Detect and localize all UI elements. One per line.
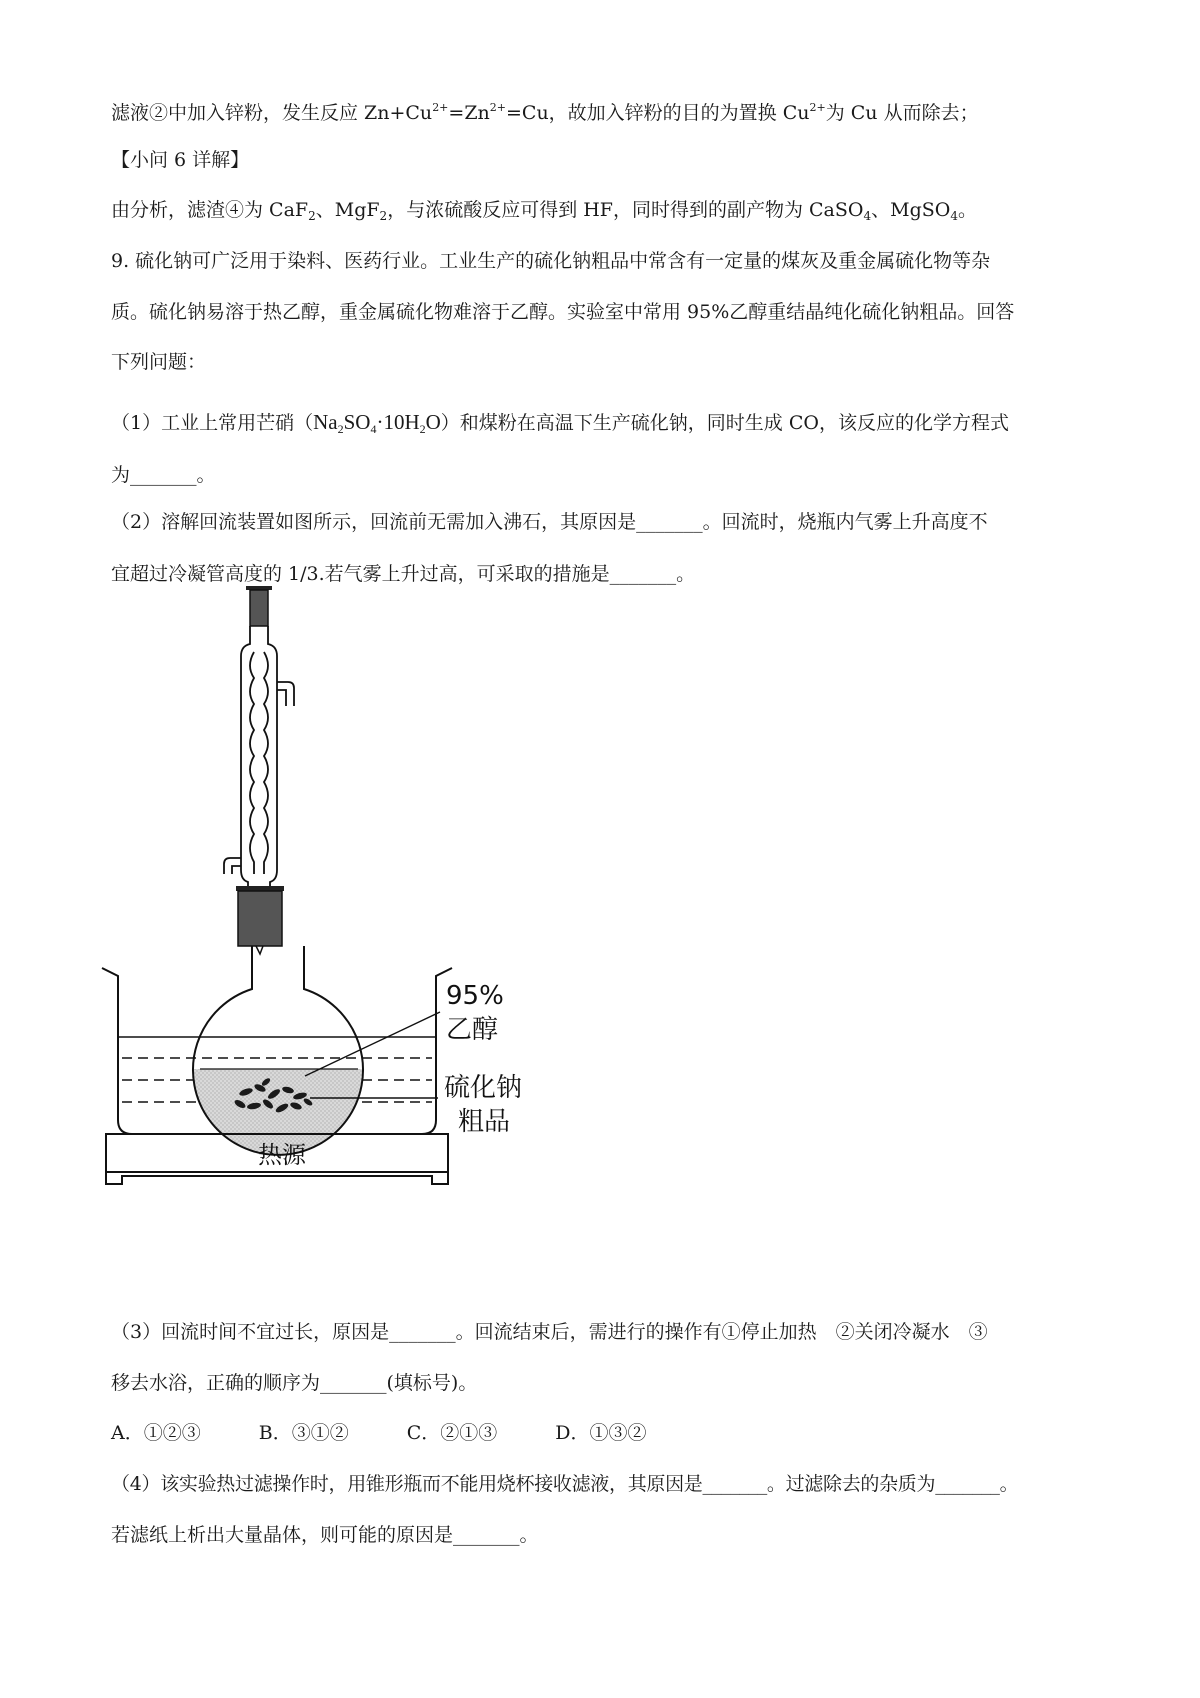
choice-a: A．①②③ bbox=[111, 1422, 201, 1444]
subquestion-2-line-1: （2）溶解回流装置如图所示，回流前无需加入沸石，其原因是_______。回流时，烧瓶内气雾上升高度不 bbox=[111, 511, 988, 533]
question-9-line-1: 9. 硫化钠可广泛用于染料、医药行业。工业生产的硫化钠粗品中常含有一定量的煤灰及重金属硫化物等杂 bbox=[111, 250, 991, 272]
subquestion-4-line-1: （4）该实验热过滤操作时，用锥形瓶而不能用烧杯接收滤液，其原因是_______。过滤除去的杂质为_______。 bbox=[111, 1473, 1019, 1495]
crude-label-2: 粗品 bbox=[458, 1107, 511, 1137]
heat-source-label: 热源 bbox=[258, 1141, 306, 1169]
question-9-line-3: 下列问题： bbox=[111, 351, 207, 373]
condenser bbox=[224, 626, 294, 894]
condenser-stopper bbox=[246, 586, 272, 626]
flask-stopper bbox=[236, 886, 284, 954]
choice-d: D．①③② bbox=[555, 1422, 647, 1444]
subquestion-3-line-1: （3）回流时间不宜过长，原因是_______。回流结束后，需进行的操作有①停止加热 ②关闭冷凝水 ③ bbox=[111, 1321, 988, 1343]
subquestion-1-line-1: （1）工业上常用芒硝$(Na_2SO_4\cdot 10H_2O)$和煤粉在高温下生产硫化钠，同时生成 CO，该反应的化学方程式 bbox=[111, 410, 1009, 436]
subquestion-3-line-2: 移去水浴，正确的顺序为_______(填标号)。 bbox=[111, 1372, 478, 1394]
choices-row bbox=[111, 1419, 704, 1447]
section-heading: 【小问 6 详解】 bbox=[111, 149, 250, 171]
text-line-3: 由分析，滤渣④为 CaF$_2$、MgF$_2$，与浓硫酸反应可得到 HF，同时得到的副产物为 CaSO$_4$、MgSO$_4$。 bbox=[111, 199, 977, 223]
subquestion-2-line-2: 宜超过冷凝管高度的 1/3.若气雾上升过高，可采取的措施是_______。 bbox=[111, 563, 696, 585]
text-line-1: 滤液②中加入锌粉，发生反应 $Zn+Cu^{2+}=Zn^{2+}=Cu$，故加入锌粉的目的为置换 $Cu^{2+}$为 Cu 从而除去； bbox=[111, 101, 979, 124]
reflux-apparatus-figure bbox=[100, 582, 620, 1302]
choice-c: C．②①③ bbox=[406, 1422, 498, 1444]
glauber-salt-formula: $Na_2SO_4\cdot 10H_2O$ bbox=[313, 410, 441, 436]
choice-b: B．③①② bbox=[258, 1422, 349, 1444]
subquestion-4-line-2: 若滤纸上析出大量晶体，则可能的原因是_______。 bbox=[111, 1524, 539, 1546]
subquestion-1-line-2: 为_______。 bbox=[111, 464, 216, 486]
crude-label-1: 硫化钠 bbox=[444, 1073, 523, 1103]
ethanol-label-2: 乙醇 bbox=[446, 1015, 499, 1045]
question-9-line-2: 质。硫化钠易溶于热乙醇，重金属硫化物难溶于乙醇。实验室中常用 95%乙醇重结晶纯化硫化钠粗品。回答 bbox=[111, 301, 1015, 323]
ethanol-label-1: 95% bbox=[446, 981, 504, 1011]
